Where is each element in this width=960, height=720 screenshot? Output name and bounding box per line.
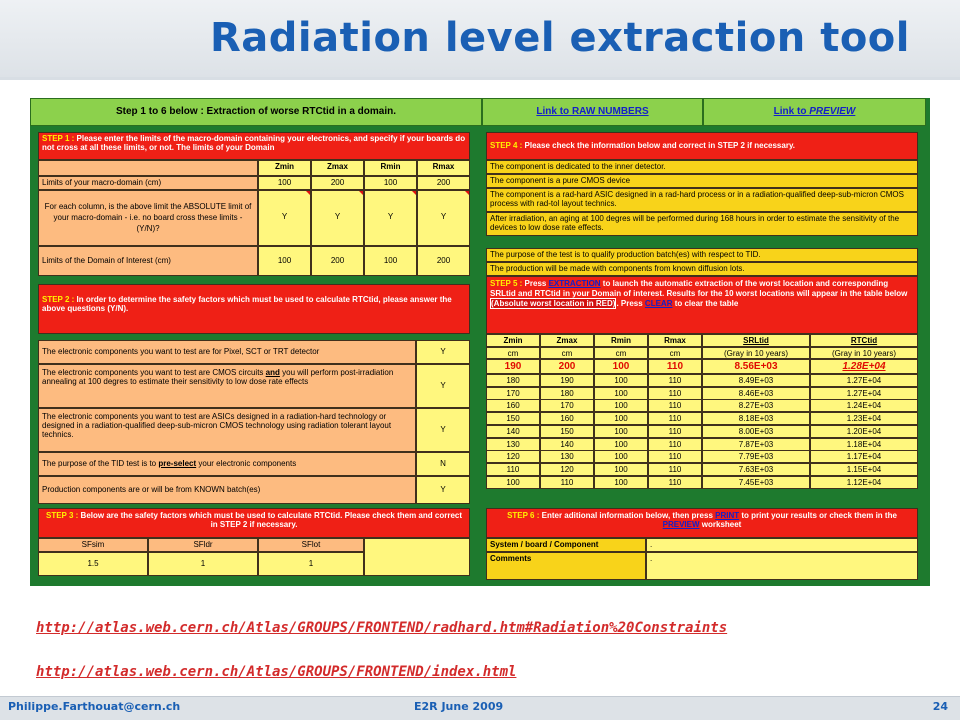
header-zmin: Zmin xyxy=(486,334,540,347)
comments-label: Comments xyxy=(486,552,646,580)
macro-rmax-input[interactable]: 200 xyxy=(417,176,470,190)
result-cell-zmax: 120 xyxy=(540,463,594,476)
clear-link[interactable]: CLEAR xyxy=(644,299,673,308)
answer-asic-input[interactable]: Y xyxy=(416,408,470,452)
result-cell-rtctid: 1.23E+04 xyxy=(810,412,918,425)
result-cell-rmin: 100 xyxy=(594,399,648,412)
sf-lot-header: SFlot xyxy=(258,538,364,552)
step-banner: Step 1 to 6 below : Extraction of worse RTCtid in a domain. xyxy=(30,98,482,126)
step6-instructions: STEP 6 : Enter aditional information below, then press PRINT to print your results or check them in the PREVIEW worksheet xyxy=(486,508,918,538)
info-line: The purpose of the test is to qualify production batch(es) with respect to TID. xyxy=(486,248,918,262)
info-line: The component is dedicated to the inner detector. xyxy=(486,160,918,174)
result-cell-zmax: 200 xyxy=(540,359,594,374)
macro-zmax-input[interactable]: 200 xyxy=(311,176,364,190)
doi-zmin: 100 xyxy=(258,246,311,276)
header-srltid: SRLtid xyxy=(702,334,810,347)
result-cell-rmax: 110 xyxy=(648,425,702,438)
question-detector: The electronic components you want to test are for Pixel, SCT or TRT detector xyxy=(38,340,416,364)
result-cell-rtctid: 1.12E+04 xyxy=(810,476,918,489)
comment-marker xyxy=(359,191,363,195)
radhard-constraints-link[interactable]: http://atlas.web.cern.ch/Atlas/GROUPS/FRONTEND/radhard.htm#Radiation%20Constraints xyxy=(36,620,728,636)
page-number: 24 xyxy=(932,700,948,713)
result-cell-rtctid: 1.28E+04 xyxy=(810,359,918,374)
result-cell-zmin: 120 xyxy=(486,450,540,463)
result-cell-srltid: 7.87E+03 xyxy=(702,438,810,451)
result-cell-rmin: 100 xyxy=(594,450,648,463)
result-cell-zmax: 110 xyxy=(540,476,594,489)
unit-rmin: cm xyxy=(594,347,648,359)
sf-ldr-header: SFldr xyxy=(148,538,258,552)
result-cell-zmin: 140 xyxy=(486,425,540,438)
comment-marker xyxy=(465,191,469,195)
preview-worksheet-link[interactable]: PREVIEW xyxy=(662,520,700,529)
step4-instructions: STEP 4 : Please check the information below and correct in STEP 2 if necessary. xyxy=(486,132,918,160)
comments-input[interactable]: . xyxy=(646,552,918,580)
info-line: The production will be made with components from known diffusion lots. xyxy=(486,262,918,276)
result-cell-zmin: 150 xyxy=(486,412,540,425)
result-cell-zmax: 140 xyxy=(540,438,594,451)
result-cell-rmax: 110 xyxy=(648,399,702,412)
result-cell-rtctid: 1.24E+04 xyxy=(810,399,918,412)
result-cell-rmin: 100 xyxy=(594,476,648,489)
col-rmax: Rmax xyxy=(417,160,470,176)
unit-zmax: cm xyxy=(540,347,594,359)
result-cell-zmax: 130 xyxy=(540,450,594,463)
sf-empty-cell xyxy=(364,538,470,576)
result-cell-srltid: 8.00E+03 xyxy=(702,425,810,438)
result-cell-rmin: 100 xyxy=(594,438,648,451)
result-cell-srltid: 8.46E+03 xyxy=(702,387,810,400)
step1-corner xyxy=(38,160,258,176)
link-preview[interactable]: Link to PREVIEW xyxy=(703,98,926,126)
answer-detector-input[interactable]: Y xyxy=(416,340,470,364)
result-cell-zmin: 130 xyxy=(486,438,540,451)
result-cell-zmin: 100 xyxy=(486,476,540,489)
result-cell-zmin: 190 xyxy=(486,359,540,374)
header-rmin: Rmin xyxy=(594,334,648,347)
col-zmin: Zmin xyxy=(258,160,311,176)
footer xyxy=(0,696,960,720)
footer-email: Philippe.Farthouat@cern.ch xyxy=(8,700,181,713)
result-cell-srltid: 7.45E+03 xyxy=(702,476,810,489)
result-cell-srltid: 7.79E+03 xyxy=(702,450,810,463)
step5-instructions: STEP 5 : Press EXTRACTION to launch the automatic extraction of the worst location and corresponding SRLtid and RTCtid in your Domain of interest. Results for the 10 worst locations will appear in the table below (Absolute worst location in RED). Press CLEAR to clear the table xyxy=(486,276,918,334)
result-cell-srltid: 8.49E+03 xyxy=(702,374,810,387)
result-cell-rmax: 110 xyxy=(648,476,702,489)
footer-event: E2R June 2009 xyxy=(414,700,504,713)
result-cell-rmin: 100 xyxy=(594,412,648,425)
result-cell-zmax: 190 xyxy=(540,374,594,387)
question-asic-radhard: The electronic components you want to test are ASICs designed in a radiation-hard technology or designed in a radiation-qualified deep-sub-micron CMOS technology using radiation tolerant layout technics. xyxy=(38,408,416,452)
result-cell-rtctid: 1.27E+04 xyxy=(810,374,918,387)
result-cell-srltid: 8.56E+03 xyxy=(702,359,810,374)
frontend-index-link[interactable]: http://atlas.web.cern.ch/Atlas/GROUPS/FRONTEND/index.html xyxy=(36,664,517,680)
result-cell-rtctid: 1.20E+04 xyxy=(810,425,918,438)
system-board-input[interactable]: . xyxy=(646,538,918,552)
unit-zmin: cm xyxy=(486,347,540,359)
result-cell-zmax: 180 xyxy=(540,387,594,400)
col-rmin: Rmin xyxy=(364,160,417,176)
result-cell-rmax: 110 xyxy=(648,412,702,425)
macro-rmin-input[interactable]: 100 xyxy=(364,176,417,190)
unit-srltid: (Gray in 10 years) xyxy=(702,347,810,359)
question-preselect: The purpose of the TID test is to pre-select your electronic components xyxy=(38,452,416,476)
result-cell-zmin: 180 xyxy=(486,374,540,387)
answer-preselect-input[interactable]: N xyxy=(416,452,470,476)
result-cell-srltid: 8.27E+03 xyxy=(702,399,810,412)
abs-rmin-input[interactable]: Y xyxy=(364,190,417,246)
result-cell-srltid: 8.18E+03 xyxy=(702,412,810,425)
result-cell-rtctid: 1.27E+04 xyxy=(810,387,918,400)
comment-marker xyxy=(412,191,416,195)
macro-domain-label: Limits of your macro-domain (cm) xyxy=(38,176,258,190)
result-cell-zmax: 150 xyxy=(540,425,594,438)
absolute-limit-question: For each column, is the above limit the ABSOLUTE limit of your macro-domain - i.e. no board cross these limits - (Y/N)? xyxy=(38,190,258,246)
abs-zmin-input[interactable]: Y xyxy=(258,190,311,246)
unit-rmax: cm xyxy=(648,347,702,359)
system-board-label: System / board / Component xyxy=(486,538,646,552)
step3-instructions: STEP 3 : Below are the safety factors which must be used to calculate RTCtid. Please check them and correct in STEP 2 if necessary. xyxy=(38,508,470,538)
result-cell-rmin: 100 xyxy=(594,425,648,438)
result-cell-zmin: 160 xyxy=(486,399,540,412)
sf-sim-header: SFsim xyxy=(38,538,148,552)
info-line: The component is a pure CMOS device xyxy=(486,174,918,188)
doi-zmax: 200 xyxy=(311,246,364,276)
result-cell-srltid: 7.63E+03 xyxy=(702,463,810,476)
col-zmax: Zmax xyxy=(311,160,364,176)
domain-of-interest-label: Limits of the Domain of Interest (cm) xyxy=(38,246,258,276)
header-zmax: Zmax xyxy=(540,334,594,347)
link-raw-numbers[interactable]: Link to RAW NUMBERS xyxy=(482,98,703,126)
result-cell-rmax: 110 xyxy=(648,438,702,451)
sf-lot-value: 1 xyxy=(258,552,364,576)
result-cell-rmax: 110 xyxy=(648,374,702,387)
spreadsheet xyxy=(30,98,930,586)
answer-batch-input[interactable]: Y xyxy=(416,476,470,504)
abs-rmax-input[interactable]: Y xyxy=(417,190,470,246)
result-cell-rtctid: 1.17E+04 xyxy=(810,450,918,463)
result-cell-zmax: 160 xyxy=(540,412,594,425)
unit-rtctid: (Gray in 10 years) xyxy=(810,347,918,359)
result-cell-rmax: 110 xyxy=(648,450,702,463)
result-cell-rtctid: 1.15E+04 xyxy=(810,463,918,476)
comment-marker xyxy=(306,191,310,195)
print-link[interactable]: PRINT xyxy=(715,511,740,520)
result-cell-rmin: 100 xyxy=(594,374,648,387)
info-line: The component is a rad-hard ASIC designed in a rad-hard process or in a radiation-qualified deep-sub-micron CMOS process with rad-tol layout technics. xyxy=(486,188,918,212)
doi-rmin: 100 xyxy=(364,246,417,276)
extraction-link[interactable]: EXTRACTION xyxy=(548,279,601,288)
result-cell-rmax: 110 xyxy=(648,463,702,476)
result-cell-rmax: 110 xyxy=(648,387,702,400)
result-cell-zmax: 170 xyxy=(540,399,594,412)
result-cell-zmin: 170 xyxy=(486,387,540,400)
macro-zmin-input[interactable]: 100 xyxy=(258,176,311,190)
result-cell-zmin: 110 xyxy=(486,463,540,476)
answer-cmos-input[interactable]: Y xyxy=(416,364,470,408)
abs-zmax-input[interactable]: Y xyxy=(311,190,364,246)
result-cell-rtctid: 1.18E+04 xyxy=(810,438,918,451)
result-cell-rmin: 100 xyxy=(594,359,648,374)
slide-title: Radiation level extraction tool xyxy=(209,15,910,61)
step1-instructions: STEP 1 : Please enter the limits of the macro-domain containing your electronics, and specify if your boards do not cross at all these limits, or not. The limits of your Domain xyxy=(38,132,470,160)
doi-rmax: 200 xyxy=(417,246,470,276)
result-cell-rmin: 100 xyxy=(594,463,648,476)
question-cmos-annealing: The electronic components you want to test are CMOS circuits and you will perform post-irradiation annealing at 100 degres to estimate their sensitivity to low dose rate effects xyxy=(38,364,416,408)
sf-sim-value: 1.5 xyxy=(38,552,148,576)
info-line: After irradiation, an aging at 100 degres will be performed during 168 hours in order to estimate the sensitivity of the devices to low dose rate effects. xyxy=(486,212,918,236)
result-cell-rmax: 110 xyxy=(648,359,702,374)
header-rtctid: RTCtid xyxy=(810,334,918,347)
result-cell-rmin: 100 xyxy=(594,387,648,400)
question-known-batch: Production components are or will be from KNOWN batch(es) xyxy=(38,476,416,504)
step2-instructions: STEP 2 : In order to determine the safety factors which must be used to calculate RTCtid, please answer the above questions (Y/N). xyxy=(38,284,470,334)
sf-ldr-value: 1 xyxy=(148,552,258,576)
header-rmax: Rmax xyxy=(648,334,702,347)
